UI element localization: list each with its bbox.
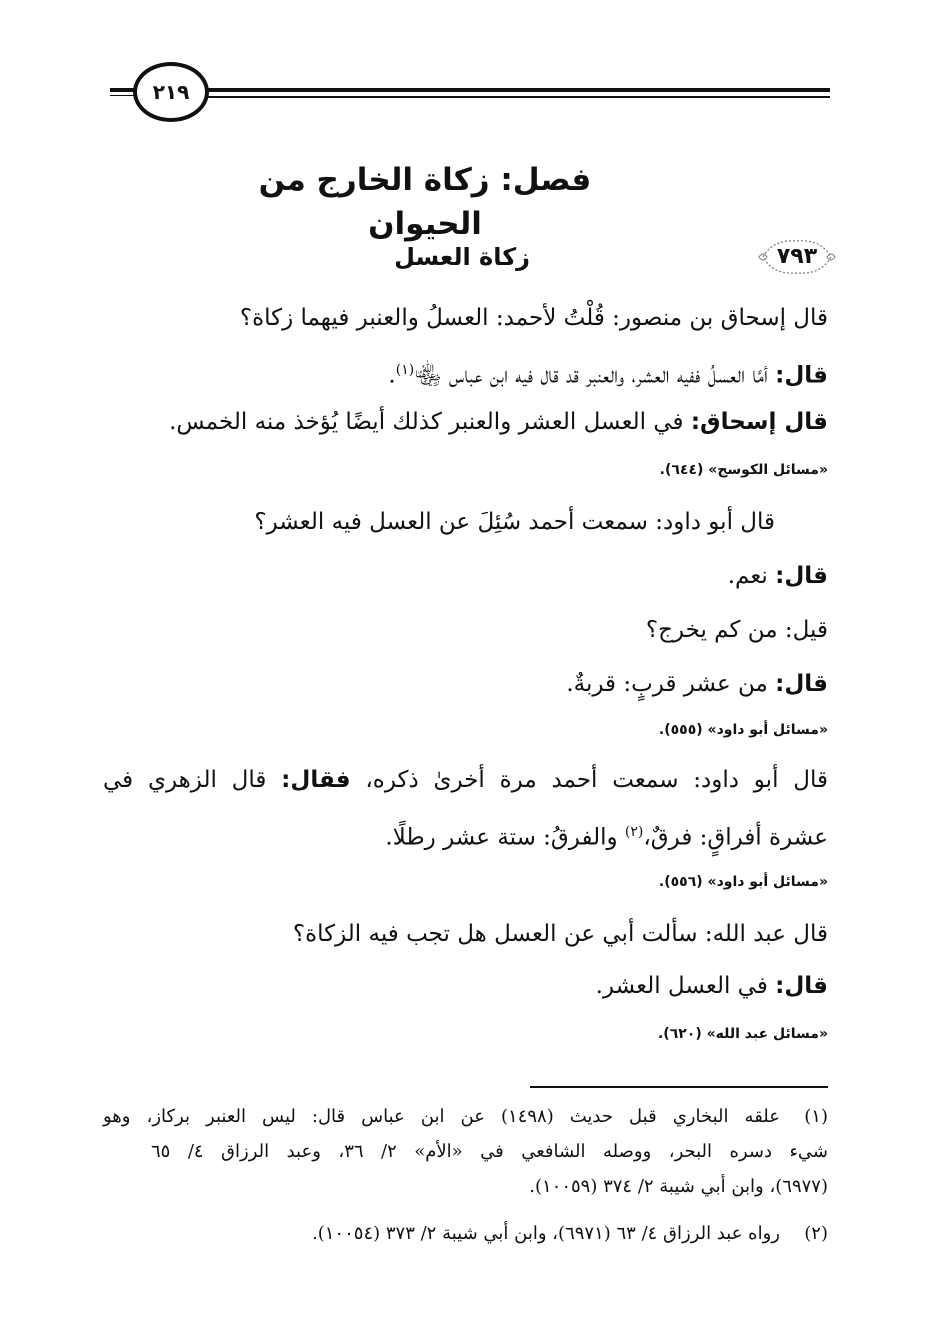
speaker-label: فقال: [281, 767, 351, 793]
para2-line2 [103, 560, 828, 592]
footnote-1-text: شيء دسره البحر، ووصله الشافعي في «الأم» ٢/ ٣٦، وعبد الرزاق ٤/ ٦٥ [151, 1141, 828, 1162]
para2-line4-text: من عشر قربٍ: قربةٌ. [566, 671, 776, 697]
footnote-2-number: (٢) [804, 1223, 828, 1244]
speaker-label: قال إسحاق: [690, 409, 828, 435]
header-rule-right-thin [205, 96, 830, 98]
para2-line2-text: نعم. [727, 563, 776, 589]
para1-line1-text: قال إسحاق بن منصور: قُلْتُ لأحمد: العسلُ والعنبر فيهما زكاة؟ [239, 305, 828, 331]
para3-source: «مسائل أبو داود» (٥٥٦). [658, 874, 828, 890]
para1-line2-text: أمَّا العسلُ ففيه العشر، والعنبر قد قال فيه ابن عباس ﵄ [414, 362, 776, 389]
para4-line1-text: قال عبد الله: سألت أبي عن العسل هل تجب فيه الزكاة؟ [292, 921, 828, 947]
para1-line3-text: في العسل العشر والعنبر كذلك أيضًا يُؤخذ منه الخمس. [169, 409, 691, 435]
footnote-2-text: رواه عبد الرزاق ٤/ ٦٣ (٦٩٧١)، وابن أبي شيبة ٢/ ٣٧٣ (١٠٠٥٤). [312, 1223, 780, 1244]
para2-line1 [95, 506, 775, 538]
para1-line2 [103, 354, 828, 392]
para1-line1 [103, 302, 828, 334]
para4-line2 [103, 970, 828, 1002]
speaker-label: قال: [775, 973, 828, 999]
speaker-label: قال: [775, 362, 828, 389]
speaker-label: قال: [775, 671, 828, 697]
footnote-1-text: علقه البخاري قبل حديث (١٤٩٨) عن ابن عباس قال: ليس العنبر بركاز، وهو [103, 1106, 780, 1127]
para2-line3-text: قيل: من كم يخرج؟ [645, 617, 828, 643]
para2-line1-text: قال أبو داود: سمعت أحمد سُئِلَ عن العسل فيه العشر؟ [254, 509, 775, 535]
para3-line1 [103, 764, 828, 796]
footnote-2-line1 [103, 1220, 828, 1248]
para3-line2-text-a: عشرة أفراقٍ: فرقٌ، [643, 824, 828, 851]
para3-line2-text-b: والفرقُ: ستة عشر رطلًا. [385, 824, 625, 851]
para2-source: «مسائل أبو داود» (٥٥٥). [658, 722, 828, 738]
para3-line1-text-b: قال الزهري في [103, 767, 282, 793]
para4-source: «مسائل عبد الله» (٦٢٠). [657, 1026, 828, 1042]
footnote-1-line3 [151, 1173, 828, 1201]
chapter-title: فصل: زكاة الخارج من الحيوان [258, 162, 592, 242]
footnote-separator [530, 1086, 828, 1088]
para1-line3 [103, 406, 828, 438]
para4-line2-text: في العسل العشر. [595, 973, 776, 999]
speaker-label: قال: [775, 563, 828, 589]
page-number: ٢١٩ [133, 62, 209, 122]
header-rule-right [205, 88, 830, 92]
entry-heading: زكاة العسل [394, 243, 530, 271]
entry-number-ornament [757, 237, 837, 277]
footnote-1-line1 [103, 1103, 828, 1131]
footnote-1-line2 [151, 1138, 828, 1166]
para2-line4 [103, 668, 828, 700]
para1-line2-end: . [388, 362, 396, 389]
para4-line1 [103, 918, 828, 950]
para3-line2 [103, 816, 828, 854]
para3-line1-text-a: قال أبو داود: سمعت أحمد مرة أخرىٰ ذكره، [350, 767, 828, 793]
para1-source: «مسائل الكوسج» (٦٤٤). [659, 462, 828, 478]
footnote-1-text: (٦٩٧٧)، وابن أبي شيبة ٢/ ٣٧٤ (١٠٠٥٩). [529, 1176, 828, 1197]
footnote-1-number: (١) [804, 1106, 828, 1127]
entry-number: ٧٩٣ [776, 244, 818, 269]
para2-line3 [103, 614, 828, 646]
footnote-ref-1: (١) [395, 362, 415, 378]
footnote-ref-2: (٢) [624, 824, 644, 840]
